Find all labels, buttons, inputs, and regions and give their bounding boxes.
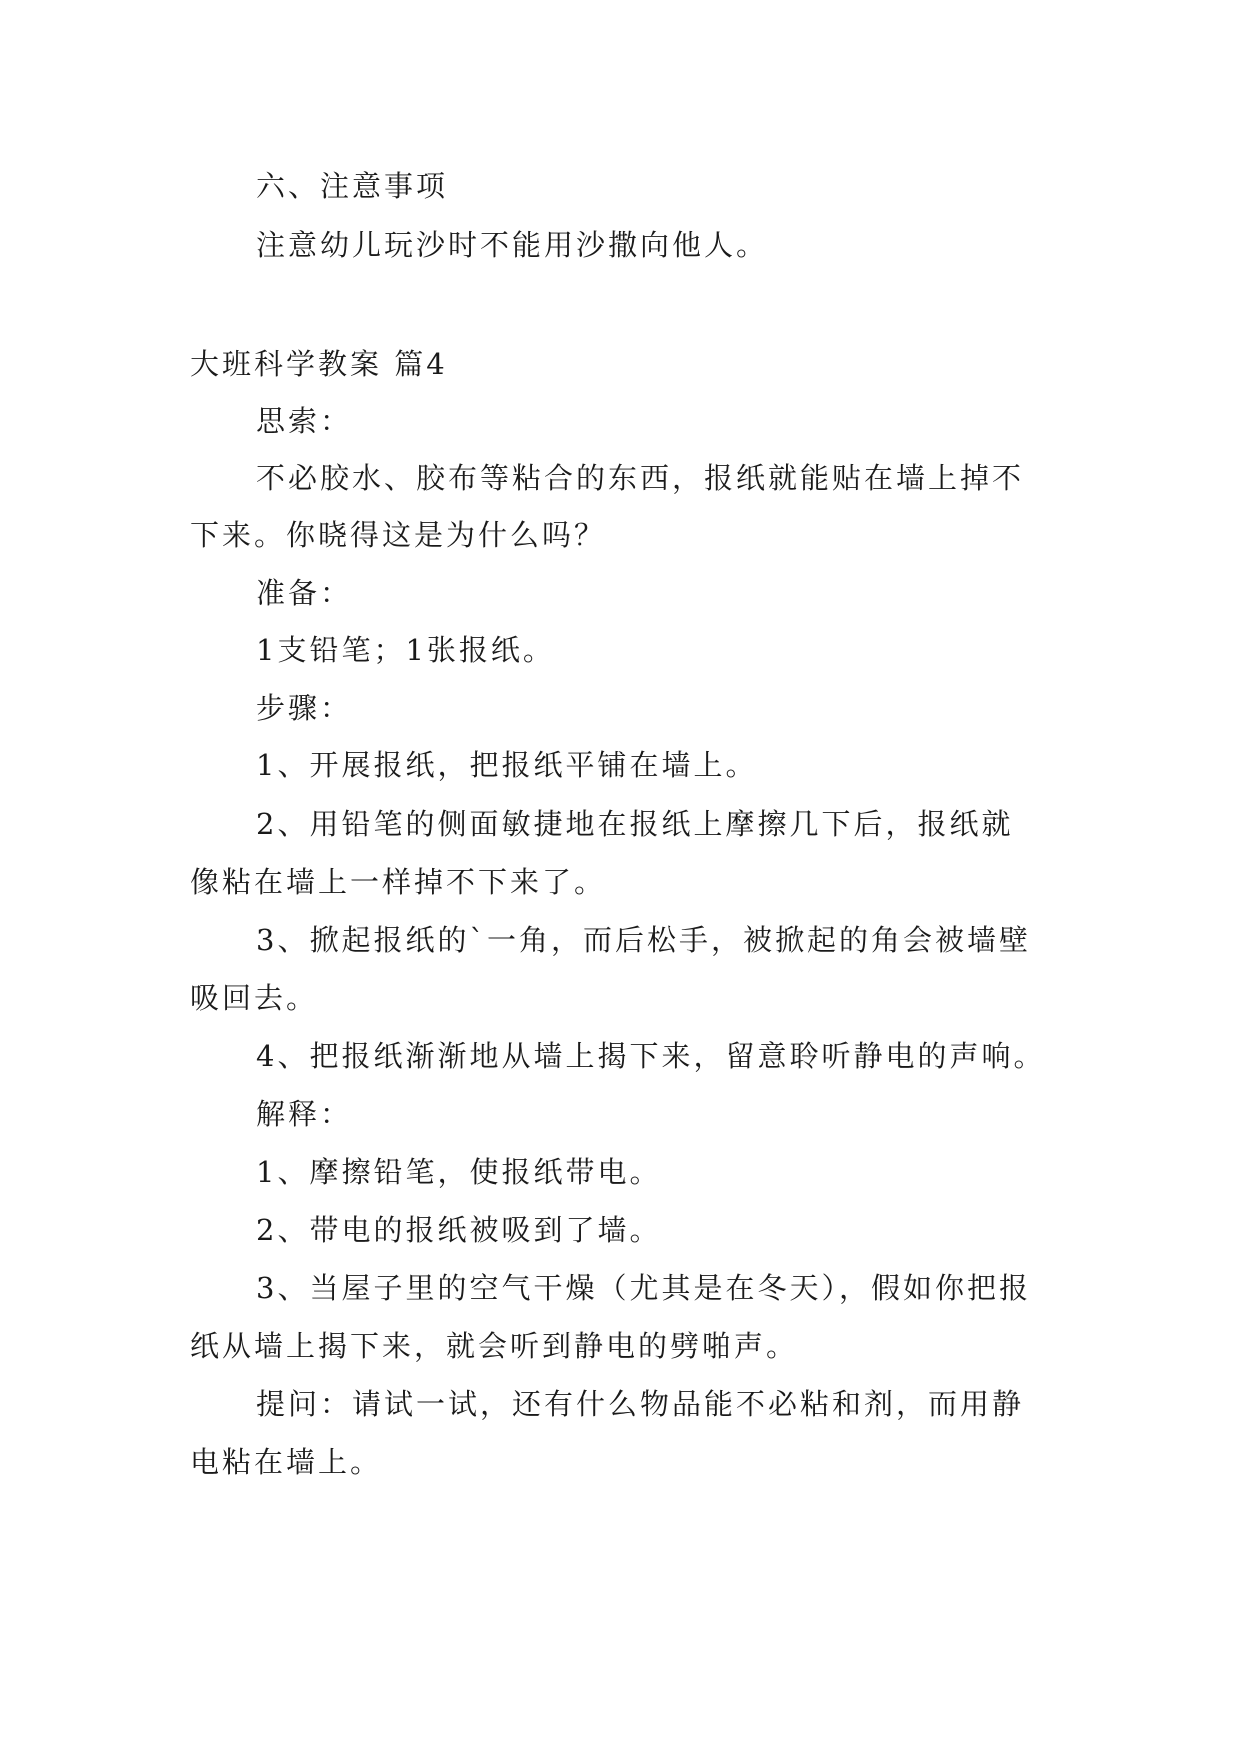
lesson-title: 大班科学教案 篇4	[190, 347, 448, 381]
step-2-line-2: 像粘在墙上一样掉不下来了。	[190, 865, 607, 899]
step-3-line-1: 3、掀起报纸的`一角，而后松手，被掀起的角会被墙壁	[256, 923, 1031, 957]
think-paragraph-line-1: 不必胶水、胶布等粘合的东西，报纸就能贴在墙上掉不	[256, 461, 1025, 495]
precaution-text: 注意幼儿玩沙时不能用沙撒向他人。	[256, 228, 769, 262]
step-4: 4、把报纸渐渐地从墙上揭下来，留意聆听静电的声响。	[256, 1039, 1046, 1073]
think-paragraph-line-2: 下来。你晓得这是为什么吗？	[190, 518, 607, 552]
step-2-line-1: 2、用铅笔的侧面敏捷地在报纸上摩擦几下后，报纸就	[256, 807, 1014, 841]
step-1: 1、开展报纸，把报纸平铺在墙上。	[256, 748, 758, 782]
steps-label: 步骤：	[256, 691, 353, 725]
explain-3-line-2: 纸从墙上揭下来，就会听到静电的劈啪声。	[190, 1329, 799, 1363]
think-label: 思索：	[256, 404, 353, 438]
section-heading-precautions: 六、注意事项	[256, 169, 449, 203]
prep-items: 1支铅笔；1张报纸。	[256, 633, 555, 667]
step-3-line-2: 吸回去。	[190, 981, 319, 1015]
explain-3-line-1: 3、当屋子里的空气干燥（尤其是在冬天），假如你把报	[256, 1271, 1031, 1305]
question-line-2: 电粘在墙上。	[190, 1445, 383, 1479]
explain-2: 2、带电的报纸被吸到了墙。	[256, 1213, 662, 1247]
prep-label: 准备：	[256, 576, 353, 610]
explain-1: 1、摩擦铅笔，使报纸带电。	[256, 1155, 662, 1189]
explain-label: 解释：	[256, 1097, 353, 1131]
question-line-1: 提问：请试一试，还有什么物品能不必粘和剂，而用静	[256, 1387, 1025, 1421]
